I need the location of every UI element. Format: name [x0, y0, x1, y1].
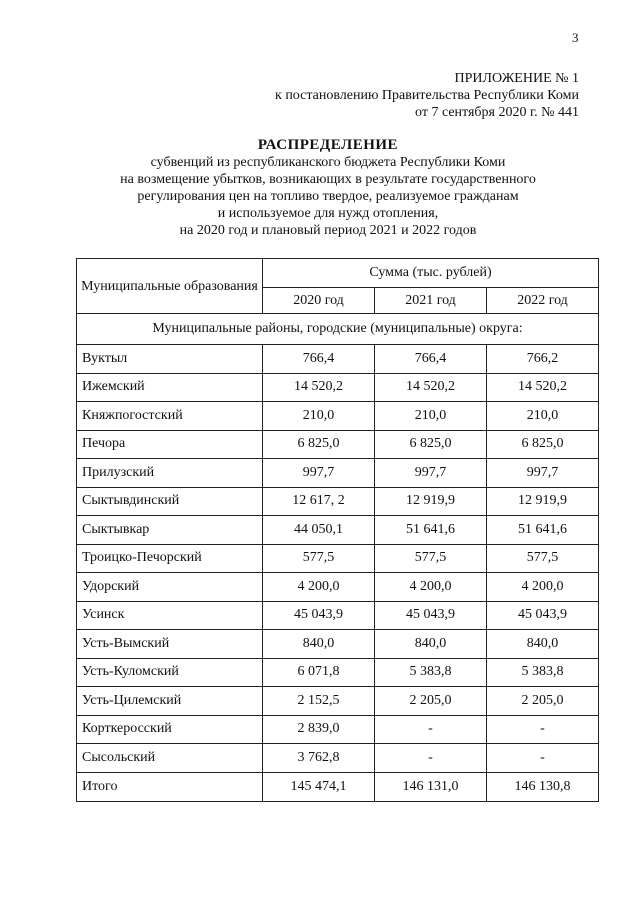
- municipality-name: Вуктыл: [77, 345, 263, 374]
- subtitle-line: и используемое для нужд отопления,: [217, 206, 439, 221]
- appendix-block: [275, 70, 579, 121]
- value-2022: 840,0: [487, 630, 599, 659]
- value-2022: 2 205,0: [487, 687, 599, 716]
- value-2022: 14 520,2: [487, 373, 599, 402]
- value-2021: 146 131,0: [375, 772, 487, 801]
- header-year-2020: 2020 год: [263, 288, 375, 314]
- section-row: [77, 314, 599, 345]
- municipality-name: Княжпогостский: [77, 402, 263, 431]
- value-2021: 840,0: [375, 630, 487, 659]
- distribution-table: [76, 258, 599, 802]
- value-2020: 6 071,8: [263, 658, 375, 687]
- table-row: [77, 345, 599, 374]
- value-2021: 5 383,8: [375, 658, 487, 687]
- value-2021: 4 200,0: [375, 573, 487, 602]
- header-municipal: Муниципальные образования: [77, 259, 263, 314]
- table-row: [77, 544, 599, 573]
- municipality-name: Усть-Вымский: [77, 630, 263, 659]
- table-row: [77, 601, 599, 630]
- municipality-name: Троицко-Печорский: [77, 544, 263, 573]
- value-2022: -: [487, 744, 599, 773]
- value-2021: 210,0: [375, 402, 487, 431]
- value-2020: 840,0: [263, 630, 375, 659]
- value-2022: 577,5: [487, 544, 599, 573]
- table-row: [77, 373, 599, 402]
- subtitle-line: на возмещение убытков, возникающих в результате государственного: [120, 172, 536, 187]
- value-2021: -: [375, 744, 487, 773]
- value-2022: 146 130,8: [487, 772, 599, 801]
- value-2021: 6 825,0: [375, 430, 487, 459]
- value-2021: 2 205,0: [375, 687, 487, 716]
- value-2020: 12 617, 2: [263, 487, 375, 516]
- municipality-name: Сысольский: [77, 744, 263, 773]
- total-row: [77, 772, 599, 801]
- table-row: [77, 430, 599, 459]
- value-2022: 997,7: [487, 459, 599, 488]
- value-2020: 44 050,1: [263, 516, 375, 545]
- subtitle-line: на 2020 год и плановый период 2021 и 2022 годов: [179, 223, 477, 238]
- value-2021: 997,7: [375, 459, 487, 488]
- value-2022: 210,0: [487, 402, 599, 431]
- value-2021: 577,5: [375, 544, 487, 573]
- value-2020: 2 152,5: [263, 687, 375, 716]
- municipality-name: Усть-Куломский: [77, 658, 263, 687]
- value-2020: 2 839,0: [263, 715, 375, 744]
- value-2021: 51 641,6: [375, 516, 487, 545]
- municipality-name: Печора: [77, 430, 263, 459]
- header-year-2021: 2021 год: [375, 288, 487, 314]
- value-2020: 145 474,1: [263, 772, 375, 801]
- value-2020: 14 520,2: [263, 373, 375, 402]
- municipality-name: Сыктывдинский: [77, 487, 263, 516]
- section-label: Муниципальные районы, городские (муниципальные) округа:: [77, 314, 599, 345]
- value-2021: 14 520,2: [375, 373, 487, 402]
- table-row: [77, 459, 599, 488]
- value-2021: 12 919,9: [375, 487, 487, 516]
- value-2020: 577,5: [263, 544, 375, 573]
- value-2021: -: [375, 715, 487, 744]
- value-2020: 997,7: [263, 459, 375, 488]
- appendix-date: от 7 сентября 2020 г. № 441: [415, 105, 579, 120]
- value-2022: -: [487, 715, 599, 744]
- table-row: [77, 630, 599, 659]
- value-2020: 210,0: [263, 402, 375, 431]
- value-2022: 5 383,8: [487, 658, 599, 687]
- municipality-name: Сыктывкар: [77, 516, 263, 545]
- table-row: [77, 687, 599, 716]
- value-2022: 4 200,0: [487, 573, 599, 602]
- value-2021: 766,4: [375, 345, 487, 374]
- value-2022: 766,2: [487, 345, 599, 374]
- value-2020: 3 762,8: [263, 744, 375, 773]
- total-label: Итого: [77, 772, 263, 801]
- value-2022: 6 825,0: [487, 430, 599, 459]
- value-2020: 4 200,0: [263, 573, 375, 602]
- value-2020: 6 825,0: [263, 430, 375, 459]
- table-row: [77, 573, 599, 602]
- subtitle-line: регулирования цен на топливо твердое, реализуемое гражданам: [137, 189, 519, 204]
- table-row: [77, 487, 599, 516]
- municipality-name: Усть-Цилемский: [77, 687, 263, 716]
- value-2022: 45 043,9: [487, 601, 599, 630]
- value-2020: 766,4: [263, 345, 375, 374]
- value-2021: 45 043,9: [375, 601, 487, 630]
- value-2020: 45 043,9: [263, 601, 375, 630]
- table-header-row: [77, 259, 599, 288]
- value-2022: 12 919,9: [487, 487, 599, 516]
- table-row: [77, 658, 599, 687]
- municipality-name: Корткеросский: [77, 715, 263, 744]
- table-row: [77, 715, 599, 744]
- table-row: [77, 516, 599, 545]
- municipality-name: Усинск: [77, 601, 263, 630]
- value-2022: 51 641,6: [487, 516, 599, 545]
- document-title: РАСПРЕДЕЛЕНИЕ: [257, 137, 399, 153]
- municipality-name: Прилузский: [77, 459, 263, 488]
- municipality-name: Ижемский: [77, 373, 263, 402]
- table-row: [77, 402, 599, 431]
- document-subtitle: [0, 154, 640, 239]
- header-sum: Сумма (тыс. рублей): [263, 259, 599, 288]
- header-year-2022: 2022 год: [487, 288, 599, 314]
- document-heading: [0, 136, 640, 239]
- subtitle-line: субвенций из республиканского бюджета Республики Коми: [150, 155, 506, 170]
- table-row: [77, 744, 599, 773]
- municipality-name: Удорский: [77, 573, 263, 602]
- page-number: 3: [572, 30, 579, 45]
- appendix-resolution: к постановлению Правительства Республики Коми: [275, 88, 579, 103]
- appendix-title: ПРИЛОЖЕНИЕ № 1: [454, 71, 579, 86]
